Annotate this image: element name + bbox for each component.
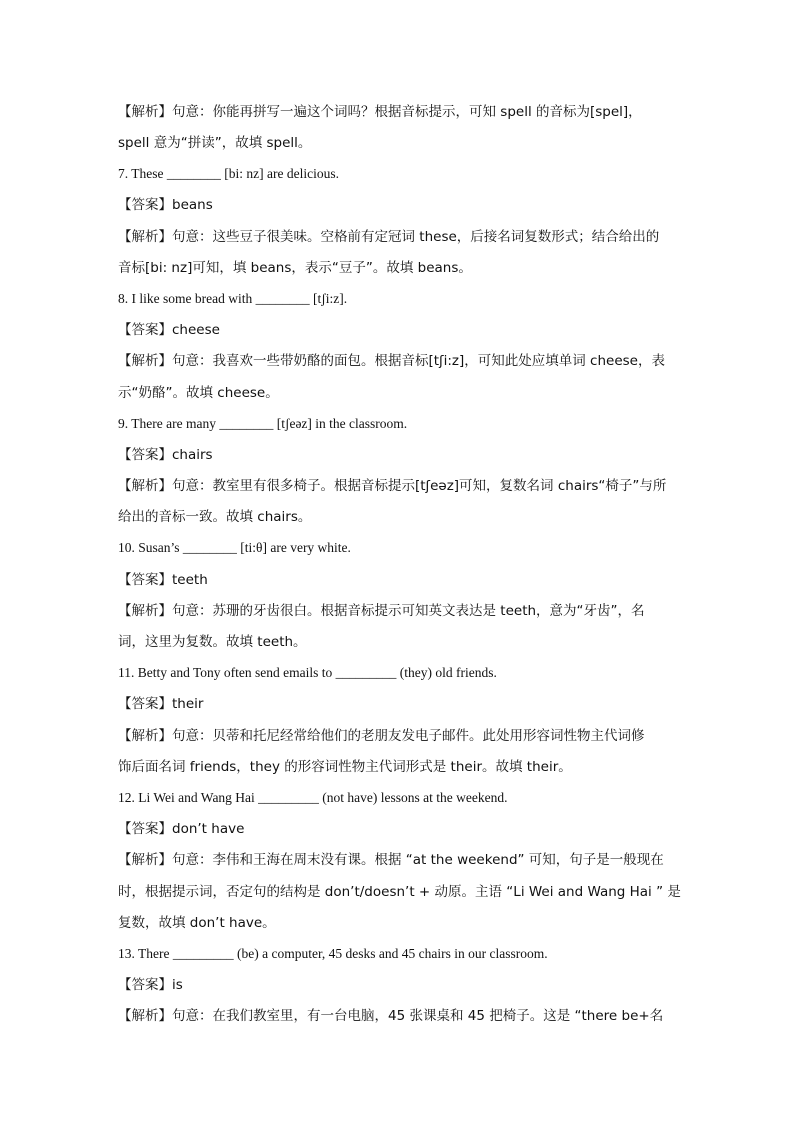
answer-line: 【答案】is: [118, 977, 183, 993]
text-line: 词，这里为复数。故填 teeth。: [118, 634, 307, 650]
question-line: 10. Susan’s ________ [ti:θ] are very white.: [118, 540, 351, 555]
answer-line: 【答案】teeth: [118, 572, 208, 588]
text-line: 复数，故填 don’t have。: [118, 915, 276, 931]
answer-line: 【答案】beans: [118, 197, 213, 213]
question-line: 7. These ________ [bi: nz] are delicious.: [118, 166, 339, 181]
text-line: 【解析】句意：教室里有很多椅子。根据音标提示[tʃeəz]可知，复数名词 chairs“椅子”与所: [118, 478, 667, 494]
text-line: spell 意为“拼读”，故填 spell。: [118, 135, 312, 151]
question-line: 9. There are many ________ [tʃeəz] in the classroom.: [118, 416, 408, 431]
text-line: 音标[bi: nz]可知，填 beans，表示“豆子”。故填 beans。: [118, 260, 472, 276]
text-line: 【解析】句意：李伟和王海在周末没有课。根据 “at the weekend” 可知，句子是一般现在: [118, 852, 664, 868]
question-line: 11. Betty and Tony often send emails to _________ (they) old friends.: [118, 665, 497, 680]
answer-line: 【答案】their: [118, 696, 204, 712]
question-line: 8. I like some bread with ________ [tʃi:z].: [118, 291, 348, 306]
text-line: 时，根据提示词，否定句的结构是 don’t/doesn’t + 动原。主语 “Li Wei and Wang Hai ” 是: [118, 884, 681, 900]
text-line: 【解析】句意：你能再拼写一遍这个词吗？根据音标提示，可知 spell 的音标为[spel]，: [118, 104, 642, 120]
text-line: 【解析】句意：在我们教室里，有一台电脑，45 张课桌和 45 把椅子。这是 “there be+名: [118, 1008, 664, 1024]
text-line: 【解析】句意：苏珊的牙齿很白。根据音标提示可知英文表达是 teeth，意为“牙齿”，名: [118, 603, 645, 619]
text-line: 饰后面名词 friends，they 的形容词性物主代词形式是 their。故填 their。: [118, 759, 572, 775]
question-line: 12. Li Wei and Wang Hai _________ (not have) lessons at the weekend.: [118, 790, 508, 805]
question-line: 13. There _________ (be) a computer, 45 desks and 45 chairs in our classroom.: [118, 946, 548, 961]
answer-line: 【答案】don’t have: [118, 821, 245, 837]
text-line: 给出的音标一致。故填 chairs。: [118, 509, 312, 525]
answer-line: 【答案】cheese: [118, 322, 220, 338]
text-line: 【解析】句意：这些豆子很美味。空格前有定冠词 these，后接名词复数形式；结合给出的: [118, 229, 660, 245]
answer-line: 【答案】chairs: [118, 447, 213, 463]
text-line: 示“奶酪”。故填 cheese。: [118, 385, 279, 401]
text-line: 【解析】句意：贝蒂和托尼经常给他们的老朋友发电子邮件。此处用形容词性物主代词修: [118, 728, 645, 744]
text-line: 【解析】句意：我喜欢一些带奶酪的面包。根据音标[tʃi:z]，可知此处应填单词 cheese，表: [118, 353, 665, 369]
